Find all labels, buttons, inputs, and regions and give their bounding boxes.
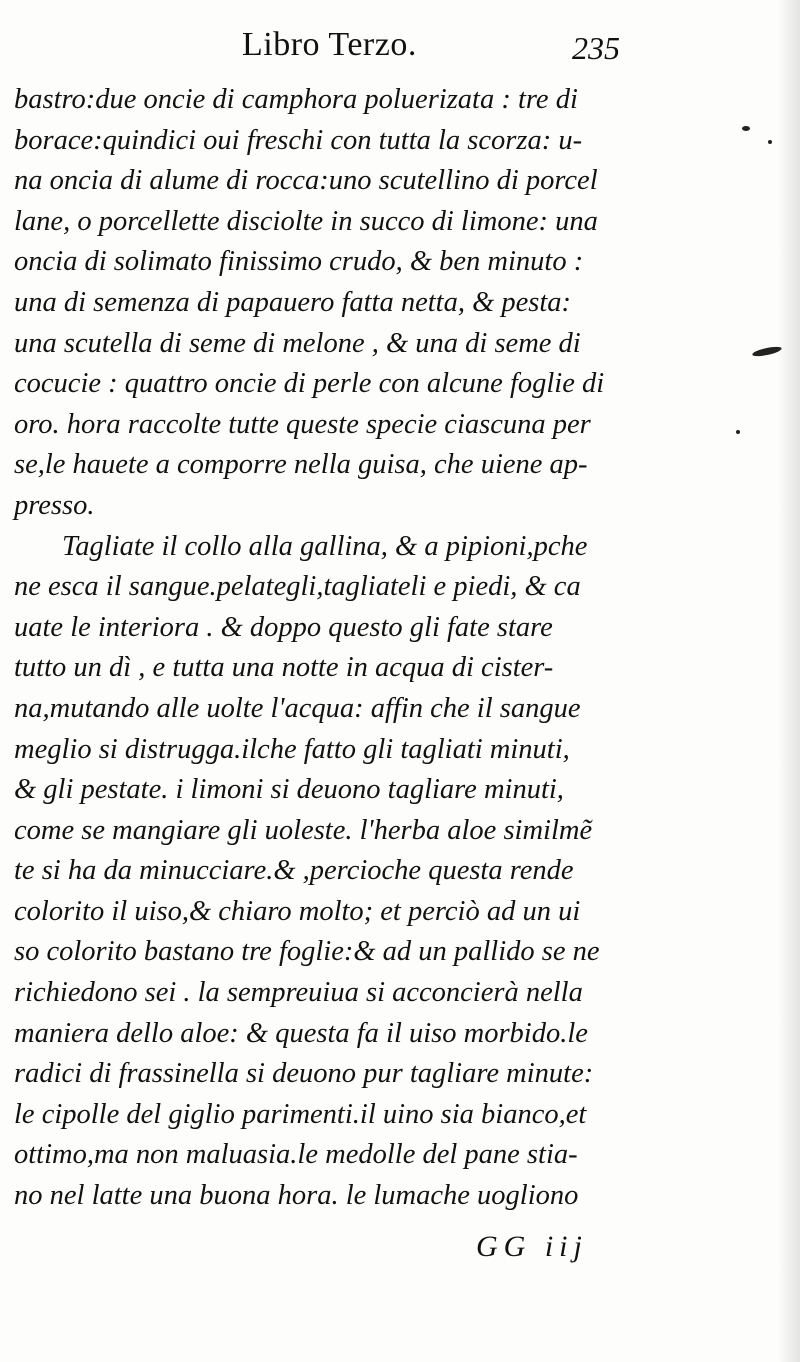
signature-mark: GG iij bbox=[476, 1230, 588, 1263]
page-edge-shadow bbox=[778, 0, 800, 1362]
text-line: oro. hora raccolte tutte queste specie ciascuna per bbox=[14, 408, 591, 440]
page-header bbox=[0, 22, 800, 72]
text-line: te si ha da minucciare.& ,percioche questa rende bbox=[14, 855, 574, 887]
text-line: radici di frassinella si deuono pur tagliare minute: bbox=[14, 1058, 594, 1090]
text-line: & gli pestate. i limoni si deuono tagliare minuti, bbox=[14, 774, 564, 806]
text-line: borace:quindici oui freschi con tutta la scorza: u- bbox=[14, 124, 583, 156]
text-line: tutto un dì , e tutta una notte in acqua di cister- bbox=[14, 652, 554, 684]
text-line: richiedono sei . la sempreuiua si acconcierà nella bbox=[14, 977, 583, 1009]
text-line: bastro:due oncie di camphora poluerizata : tre di bbox=[14, 84, 578, 115]
running-title: Libro Terzo. bbox=[242, 26, 417, 63]
text-line: no nel latte una buona hora. le lumache uogliono bbox=[14, 1180, 579, 1212]
text-line: se,le hauete a comporre nella guisa, che uiene ap- bbox=[14, 449, 588, 481]
text-line: ne esca il sangue.pelategli,tagliateli e piedi, & ca bbox=[14, 571, 581, 603]
text-line: presso. bbox=[14, 489, 95, 521]
text-line: come se mangiare gli uoleste. l'herba aloe similmẽ bbox=[14, 814, 593, 846]
paragraph-first-line: Tagliate il collo alla gallina, & a pipioni,pche bbox=[62, 530, 588, 562]
page-number: 235 bbox=[572, 30, 620, 66]
body-text bbox=[14, 80, 694, 1217]
ink-speck bbox=[768, 140, 772, 144]
text-line: lane, o porcellette disciolte in succo di limone: una bbox=[14, 205, 598, 237]
text-line: oncia di solimato finissimo crudo, & ben minuto : bbox=[14, 246, 584, 278]
text-line: colorito il uiso,& chiaro molto; et perciò ad un ui bbox=[14, 895, 581, 927]
ink-speck bbox=[742, 126, 750, 131]
text-line: una scutella di seme di melone , & una di seme di bbox=[14, 327, 581, 359]
text-line: ottimo,ma non maluasia.le medolle del pane stia- bbox=[14, 1139, 578, 1171]
text-line: una di semenza di papauero fatta netta, & pesta: bbox=[14, 286, 572, 318]
text-line: na,mutando alle uolte l'acqua: affin che il sangue bbox=[14, 692, 581, 724]
ink-speck bbox=[736, 430, 740, 434]
text-line: so colorito bastano tre foglie:& ad un pallido se ne bbox=[14, 936, 600, 968]
text-line: na oncia di alume di rocca:uno scutellino di porcel bbox=[14, 165, 598, 197]
text-line: cocucie : quattro oncie di perle con alcune foglie di bbox=[14, 368, 605, 400]
text-line: uate le interiora . & doppo questo gli fate stare bbox=[14, 611, 553, 643]
text-line: meglio si distrugga.ilche fatto gli tagliati minuti, bbox=[14, 733, 570, 765]
text-line: maniera dello aloe: & questa fa il uiso morbido.le bbox=[14, 1017, 588, 1049]
text-line: le cipolle del giglio parimenti.il uino sia bianco,et bbox=[14, 1098, 587, 1130]
